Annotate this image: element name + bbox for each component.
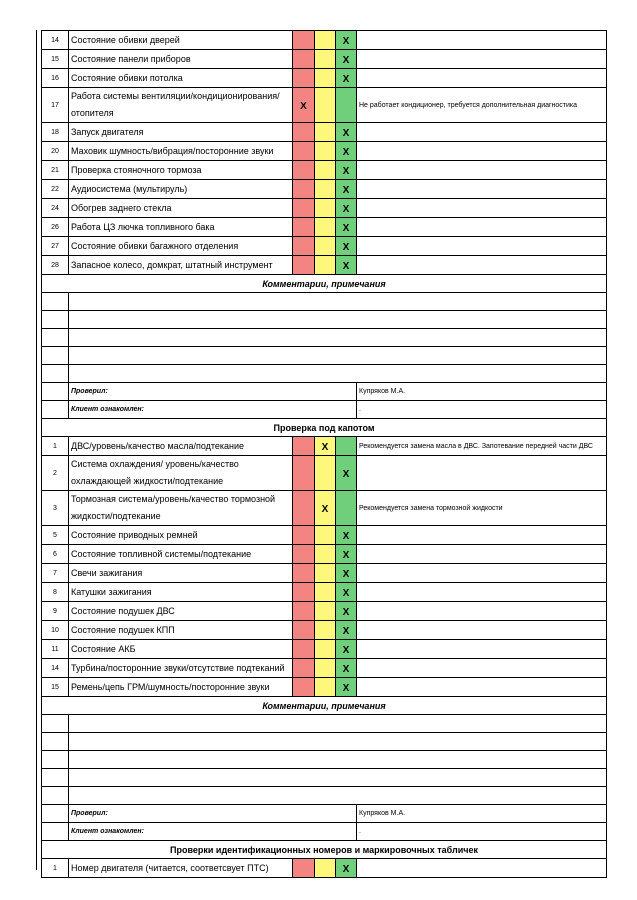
page-left-border (36, 30, 37, 870)
checklist-row (42, 218, 607, 237)
comment-line (42, 347, 607, 365)
item-name: ДВС/уровень/качество масла/подтекание (69, 437, 293, 456)
checklist-row (42, 88, 607, 123)
status-red-cell (293, 161, 315, 180)
item-number: 5 (42, 526, 69, 545)
status-red-cell (293, 50, 315, 69)
item-number: 15 (42, 678, 69, 697)
status-yellow-cell (315, 31, 336, 50)
item-name: Свечи зажигания (69, 564, 293, 583)
comment-line-text (69, 293, 607, 311)
comment-line-number (42, 293, 69, 311)
status-mark: X (342, 242, 350, 253)
status-mark: X (342, 626, 350, 637)
status-red-cell (293, 491, 315, 526)
comment-line-text (69, 329, 607, 347)
checklist-row (42, 526, 607, 545)
item-number: 8 (42, 583, 69, 602)
status-mark: X (342, 261, 350, 272)
status-mark: X (321, 504, 329, 515)
status-red-cell (293, 69, 315, 88)
item-number: 11 (42, 640, 69, 659)
item-name: Катушки зажигания (69, 583, 293, 602)
status-red-cell (293, 31, 315, 50)
status-green-cell (336, 456, 357, 491)
item-number: 18 (42, 123, 69, 142)
item-name: Турбина/посторонние звуки/отсутствие подтеканий (69, 659, 293, 678)
signature-value: . (357, 401, 607, 419)
item-note (357, 142, 607, 161)
status-green-cell (336, 161, 357, 180)
signature-row (42, 805, 607, 823)
item-note (357, 545, 607, 564)
status-red-cell (293, 659, 315, 678)
status-mark: X (342, 569, 350, 580)
status-red-cell (293, 456, 315, 491)
item-note: Рекомендуется замена масла в ДВС. Запотевание передней части ДВС (357, 437, 607, 456)
status-mark: X (342, 864, 350, 875)
item-number: 26 (42, 218, 69, 237)
status-red-cell (293, 526, 315, 545)
status-mark: X (342, 664, 350, 675)
status-mark: X (342, 550, 350, 561)
checklist-row (42, 678, 607, 697)
comment-line-text (69, 733, 607, 751)
item-note (357, 161, 607, 180)
status-yellow-cell (315, 640, 336, 659)
status-yellow-cell (315, 564, 336, 583)
comment-line-text (69, 347, 607, 365)
item-note (357, 50, 607, 69)
status-mark: X (342, 588, 350, 599)
status-mark: X (342, 128, 350, 139)
item-note (357, 237, 607, 256)
status-mark: X (342, 55, 350, 66)
status-yellow-cell (315, 161, 336, 180)
section-header-row (42, 697, 607, 715)
item-name: Состояние обивки дверей (69, 31, 293, 50)
status-red-cell (293, 256, 315, 275)
comment-line-text (69, 311, 607, 329)
checklist-row (42, 859, 607, 878)
checklist-row (42, 640, 607, 659)
comment-line (42, 329, 607, 347)
item-note (357, 123, 607, 142)
checklist-row (42, 659, 607, 678)
status-yellow-cell (315, 437, 336, 456)
status-red-cell (293, 199, 315, 218)
status-mark: X (342, 223, 350, 234)
item-number: 2 (42, 456, 69, 491)
item-number: 14 (42, 31, 69, 50)
item-number: 6 (42, 545, 69, 564)
status-mark: X (321, 442, 329, 453)
item-name: Ремень/цепь ГРМ/шумность/посторонние звуки (69, 678, 293, 697)
status-mark: X (300, 101, 307, 112)
item-note (357, 678, 607, 697)
section-title: Комментарии, примечания (42, 275, 607, 293)
section-title: Проверки идентификационных номеров и маркировочных табличек (42, 841, 607, 859)
status-yellow-cell (315, 545, 336, 564)
status-yellow-cell (315, 50, 336, 69)
status-green-cell (336, 218, 357, 237)
status-yellow-cell (315, 859, 336, 878)
comment-line-text (69, 715, 607, 733)
status-green-cell (336, 678, 357, 697)
section-title: Комментарии, примечания (42, 697, 607, 715)
status-red-cell (293, 621, 315, 640)
item-number: 27 (42, 237, 69, 256)
item-name: Состояние подушек ДВС (69, 602, 293, 621)
signature-value: Купряков М.А. (357, 383, 607, 401)
checklist-row (42, 123, 607, 142)
item-number: 1 (42, 859, 69, 878)
status-green-cell (336, 564, 357, 583)
section-header-row (42, 275, 607, 293)
item-note (357, 659, 607, 678)
section-header-row (42, 419, 607, 437)
status-yellow-cell (315, 526, 336, 545)
item-name: Аудиосистема (мультируль) (69, 180, 293, 199)
status-yellow-cell (315, 199, 336, 218)
status-red-cell (293, 123, 315, 142)
status-red-cell (293, 678, 315, 697)
item-note (357, 180, 607, 199)
item-number: 21 (42, 161, 69, 180)
status-mark: X (342, 531, 350, 542)
checklist-row (42, 545, 607, 564)
status-green-cell (336, 123, 357, 142)
signature-row (42, 401, 607, 419)
item-name: Работа ЦЗ лючка топливного бака (69, 218, 293, 237)
comment-line-number (42, 715, 69, 733)
status-green-cell (336, 180, 357, 199)
comment-line-text (69, 365, 607, 383)
status-red-cell (293, 142, 315, 161)
status-yellow-cell (315, 491, 336, 526)
signature-row (42, 383, 607, 401)
status-green-cell (336, 859, 357, 878)
status-red-cell (293, 180, 315, 199)
checklist-row (42, 456, 607, 491)
status-yellow-cell (315, 237, 336, 256)
checklist-row (42, 491, 607, 526)
comment-line (42, 787, 607, 805)
signature-row (42, 823, 607, 841)
status-yellow-cell (315, 123, 336, 142)
status-mark: X (342, 645, 350, 656)
comment-line (42, 293, 607, 311)
status-green-cell (336, 437, 357, 456)
checklist-row (42, 237, 607, 256)
section-title: Проверка под капотом (42, 419, 607, 437)
item-note (357, 859, 607, 878)
item-note (357, 526, 607, 545)
item-name: Состояние панели приборов (69, 50, 293, 69)
item-number: 17 (42, 88, 69, 123)
checklist-row (42, 50, 607, 69)
item-name: Номер двигателя (читается, соответсвует ПТС) (69, 859, 293, 878)
comment-line-number (42, 751, 69, 769)
status-red-cell (293, 602, 315, 621)
status-green-cell (336, 602, 357, 621)
status-yellow-cell (315, 659, 336, 678)
item-note (357, 456, 607, 491)
status-green-cell (336, 621, 357, 640)
checklist-row (42, 180, 607, 199)
item-number: 3 (42, 491, 69, 526)
comment-line (42, 365, 607, 383)
signature-label: Клиент ознакомлен: (69, 401, 357, 419)
item-name: Запуск двигателя (69, 123, 293, 142)
item-number: 28 (42, 256, 69, 275)
checklist-row (42, 602, 607, 621)
status-red-cell (293, 218, 315, 237)
status-mark: X (342, 147, 350, 158)
status-green-cell (336, 526, 357, 545)
signature-label: Проверил: (69, 383, 357, 401)
checklist-row (42, 564, 607, 583)
comment-line (42, 769, 607, 787)
comment-line-number (42, 311, 69, 329)
status-yellow-cell (315, 218, 336, 237)
item-note (357, 621, 607, 640)
comment-line-text (69, 751, 607, 769)
status-green-cell (336, 583, 357, 602)
item-number: 16 (42, 69, 69, 88)
item-note (357, 256, 607, 275)
item-name: Состояние АКБ (69, 640, 293, 659)
comment-line-number (42, 365, 69, 383)
status-green-cell (336, 491, 357, 526)
status-yellow-cell (315, 583, 336, 602)
item-name: Состояние приводных ремней (69, 526, 293, 545)
status-mark: X (342, 166, 350, 177)
signature-spacer (42, 823, 69, 841)
item-note (357, 640, 607, 659)
item-number: 9 (42, 602, 69, 621)
item-note (357, 199, 607, 218)
comment-line (42, 751, 607, 769)
status-mark: X (342, 74, 350, 85)
item-name: Состояние обивки багажного отделения (69, 237, 293, 256)
signature-value: Купряков М.А. (357, 805, 607, 823)
signature-spacer (42, 383, 69, 401)
item-note (357, 583, 607, 602)
status-green-cell (336, 237, 357, 256)
status-green-cell (336, 640, 357, 659)
status-mark: X (342, 36, 350, 47)
item-number: 15 (42, 50, 69, 69)
status-yellow-cell (315, 69, 336, 88)
status-yellow-cell (315, 180, 336, 199)
comment-line-text (69, 787, 607, 805)
status-yellow-cell (315, 88, 336, 123)
status-green-cell (336, 142, 357, 161)
item-number: 1 (42, 437, 69, 456)
status-red-cell (293, 237, 315, 256)
status-yellow-cell (315, 456, 336, 491)
comment-line (42, 311, 607, 329)
status-green-cell (336, 199, 357, 218)
status-mark: X (342, 469, 350, 480)
comment-line-number (42, 347, 69, 365)
comment-line-number (42, 769, 69, 787)
status-green-cell (336, 659, 357, 678)
item-note: Рекомендуется замена тормозной жидкости (357, 491, 607, 526)
item-number: 20 (42, 142, 69, 161)
status-green-cell (336, 31, 357, 50)
item-name: Состояние обивки потолка (69, 69, 293, 88)
checklist-row (42, 142, 607, 161)
item-number: 7 (42, 564, 69, 583)
status-yellow-cell (315, 621, 336, 640)
item-name: Система охлаждения/ уровень/качество охлаждающей жидкости/подтекание (69, 456, 293, 491)
item-note (357, 564, 607, 583)
checklist-row (42, 69, 607, 88)
status-red-cell (293, 545, 315, 564)
checklist-row (42, 161, 607, 180)
item-note (357, 602, 607, 621)
item-note (357, 69, 607, 88)
item-name: Тормозная система/уровень/качество тормозной жидкости/подтекание (69, 491, 293, 526)
comment-line-number (42, 733, 69, 751)
checklist-row (42, 199, 607, 218)
signature-spacer (42, 805, 69, 823)
item-name: Работа системы вентиляции/кондиционирования/ отопителя (69, 88, 293, 123)
status-red-cell (293, 437, 315, 456)
status-yellow-cell (315, 256, 336, 275)
comment-line-text (69, 769, 607, 787)
comment-line-number (42, 329, 69, 347)
signature-label: Клиент ознакомлен: (69, 823, 357, 841)
status-mark: X (342, 204, 350, 215)
status-yellow-cell (315, 142, 336, 161)
status-yellow-cell (315, 678, 336, 697)
status-green-cell (336, 50, 357, 69)
status-mark: X (342, 683, 350, 694)
item-name: Состояние топливной системы/подтекание (69, 545, 293, 564)
item-number: 10 (42, 621, 69, 640)
status-red-cell (293, 88, 315, 123)
status-red-cell (293, 859, 315, 878)
status-green-cell (336, 69, 357, 88)
status-green-cell (336, 256, 357, 275)
checklist-row (42, 437, 607, 456)
status-mark: X (342, 185, 350, 196)
status-mark: X (342, 607, 350, 618)
section-header-row (42, 841, 607, 859)
status-red-cell (293, 564, 315, 583)
item-number: 24 (42, 199, 69, 218)
signature-label: Проверил: (69, 805, 357, 823)
checklist-row (42, 31, 607, 50)
checklist-row (42, 256, 607, 275)
comment-line-number (42, 787, 69, 805)
status-green-cell (336, 88, 357, 123)
comment-line (42, 733, 607, 751)
comment-line (42, 715, 607, 733)
item-name: Обогрев заднего стекла (69, 199, 293, 218)
item-note: Не работает кондиционер, требуется дополнительная диагностика (357, 88, 607, 123)
inspection-sheet (41, 30, 606, 878)
status-red-cell (293, 640, 315, 659)
item-name: Состояние подушек КПП (69, 621, 293, 640)
item-name: Запасное колесо, домкрат, штатный инструмент (69, 256, 293, 275)
item-number: 14 (42, 659, 69, 678)
item-number: 22 (42, 180, 69, 199)
inspection-table (41, 30, 607, 878)
item-name: Проверка стояночного тормоза (69, 161, 293, 180)
checklist-row (42, 583, 607, 602)
status-yellow-cell (315, 602, 336, 621)
signature-value: . (357, 823, 607, 841)
status-green-cell (336, 545, 357, 564)
checklist-row (42, 621, 607, 640)
item-note (357, 218, 607, 237)
item-name: Маховик шумность/вибрация/посторонние звуки (69, 142, 293, 161)
item-note (357, 31, 607, 50)
status-red-cell (293, 583, 315, 602)
signature-spacer (42, 401, 69, 419)
